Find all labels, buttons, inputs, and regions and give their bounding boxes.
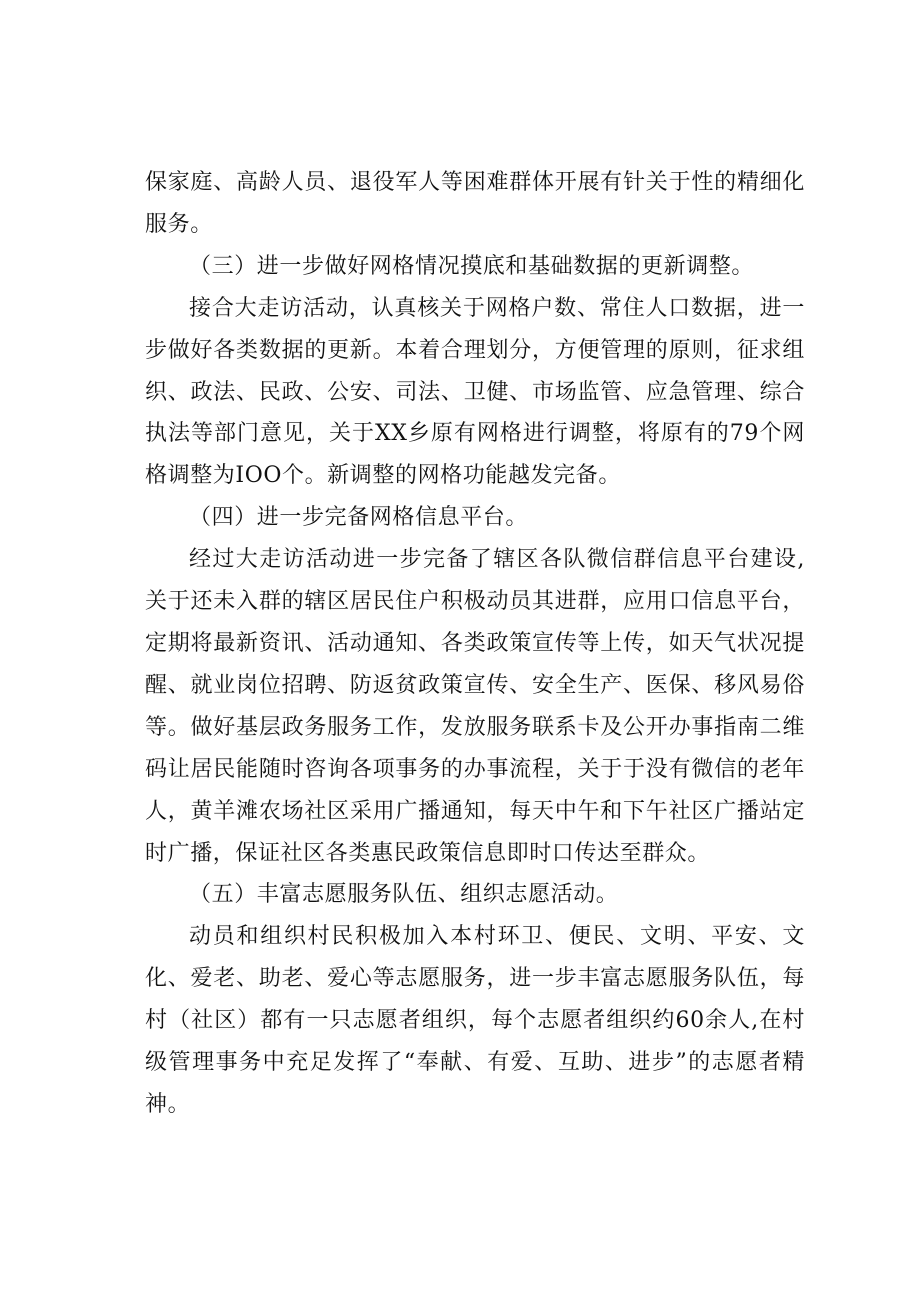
- paragraph-grid-data: 接合大走访活动，认真核关于网格户数、常住人口数据，进一步做好各类数据的更新。本着合理划分，方便管理的原则，征求组织、政法、民政、公安、司法、卫健、市场监管、应急管理、综合执法等部门意见，关于XX乡原有网格进行调整，将原有的79个网格调整为IOO个。新调整的网格功能越发完备。: [145, 295, 805, 489]
- document-body: [145, 162, 805, 1126]
- paragraph-volunteer: 动员和组织村民积极加入本村环卫、便民、文明、平安、文化、爱老、助老、爱心等志愿服务，进一步丰富志愿服务队伍，每村（社区）都有一只志愿者组织，每个志愿者组织约60余人,在村级管理事务中充足发挥了“奉献、有爱、互助、进步”的志愿者精神。: [145, 924, 805, 1117]
- paragraph-continued: 保家庭、高龄人员、退役军人等困难群体开展有针关于性的精细化服务。: [145, 170, 805, 237]
- section-heading-4: （四）进一步完备网格信息平台。: [189, 505, 529, 531]
- section-heading-5: （五）丰富志愿服务队伍、组织志愿活动。: [189, 882, 619, 908]
- paragraph-info-platform: 经过大走访活动进一步完备了辖区各队微信群信息平台建设,关于还未入群的辖区居民住户积极动员其进群，应用口信息平台，定期将最新资讯、活动通知、各类政策宣传等上传，如天气状况提醒、就业岗位招聘、防返贫政策宣传、安全生产、医保、移风易俗等。做好基层政务服务工作，发放服务联系卡及公开办事指南二维码让居民能随时咨询各项事务的办事流程，关于于没有微信的老年人，黄羊滩农场社区采用广播通知，每天中午和下午社区广播站定时广播，保证社区各类惠民政策信息即时口传达至群众。: [145, 547, 805, 866]
- section-heading-3: （三）进一步做好网格情况摸底和基础数据的更新调整。: [189, 253, 755, 279]
